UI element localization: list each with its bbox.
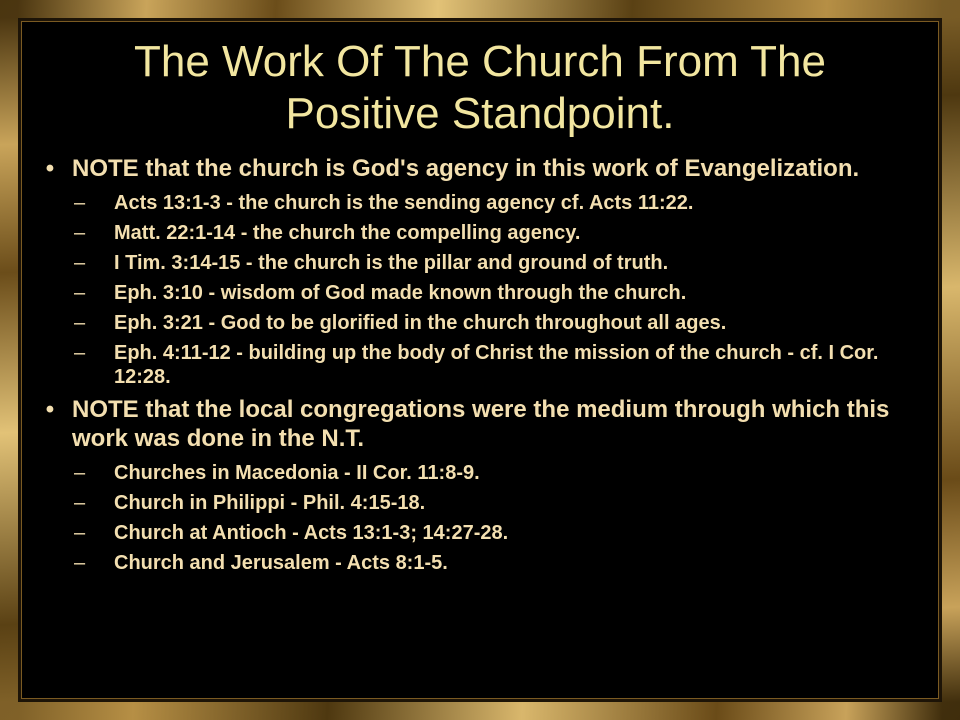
sub-item-text: Eph. 3:21 - God to be glorified in the church throughout all ages.	[114, 312, 727, 334]
bullet-icon: •	[45, 396, 55, 423]
bullet-item	[30, 154, 902, 183]
sub-item-text: I Tim. 3:14-15 - the church is the pillar and ground of truth.	[114, 252, 669, 274]
section-1	[30, 154, 936, 389]
bullet-text: NOTE that the local congregations were the medium through which this work was done in the N.T.	[72, 396, 890, 452]
sub-item	[30, 311, 914, 335]
bullet-item	[30, 395, 902, 453]
dash-icon: –	[74, 312, 86, 334]
sub-item-text: Eph. 4:11-12 - building up the body of Christ the mission of the church - cf. I Cor. 12:28.	[114, 342, 879, 388]
sub-item-text: Eph. 3:10 - wisdom of God made known through the church.	[114, 282, 687, 304]
slide-body	[30, 154, 936, 581]
title-line-2: Positive Standpoint.	[285, 89, 675, 138]
sub-item	[30, 491, 914, 515]
title-line-1: The Work Of The Church From The	[133, 37, 826, 86]
dash-icon: –	[74, 282, 86, 304]
dash-icon: –	[74, 252, 86, 274]
section-2	[30, 395, 936, 575]
sub-item	[30, 281, 914, 305]
sub-item	[30, 551, 914, 575]
dash-icon: –	[74, 552, 86, 574]
dash-icon: –	[74, 222, 86, 244]
sub-item-text: Acts 13:1-3 - the church is the sending agency cf. Acts 11:22.	[114, 192, 694, 214]
dash-icon: –	[74, 492, 86, 514]
sub-item-text: Matt. 22:1-14 - the church the compelling agency.	[114, 222, 581, 244]
sub-item	[30, 191, 914, 215]
dash-icon: –	[74, 462, 86, 484]
slide-content	[24, 24, 936, 696]
sub-item	[30, 341, 914, 389]
dash-icon: –	[74, 342, 86, 364]
sub-item-text: Church at Antioch - Acts 13:1-3; 14:27-28.	[114, 522, 509, 544]
sub-item-text: Church and Jerusalem - Acts 8:1-5.	[114, 552, 448, 574]
slide-title	[24, 36, 936, 140]
bullet-icon: •	[45, 155, 55, 182]
bullet-text: NOTE that the church is God's agency in this work of Evangelization.	[72, 155, 860, 182]
sub-item	[30, 251, 914, 275]
sub-item-text: Church in Philippi - Phil. 4:15-18.	[114, 492, 426, 514]
sub-item	[30, 221, 914, 245]
sub-item	[30, 461, 914, 485]
dash-icon: –	[74, 522, 86, 544]
sub-item-text: Churches in Macedonia - II Cor. 11:8-9.	[114, 462, 480, 484]
dash-icon: –	[74, 192, 86, 214]
sub-item	[30, 521, 914, 545]
